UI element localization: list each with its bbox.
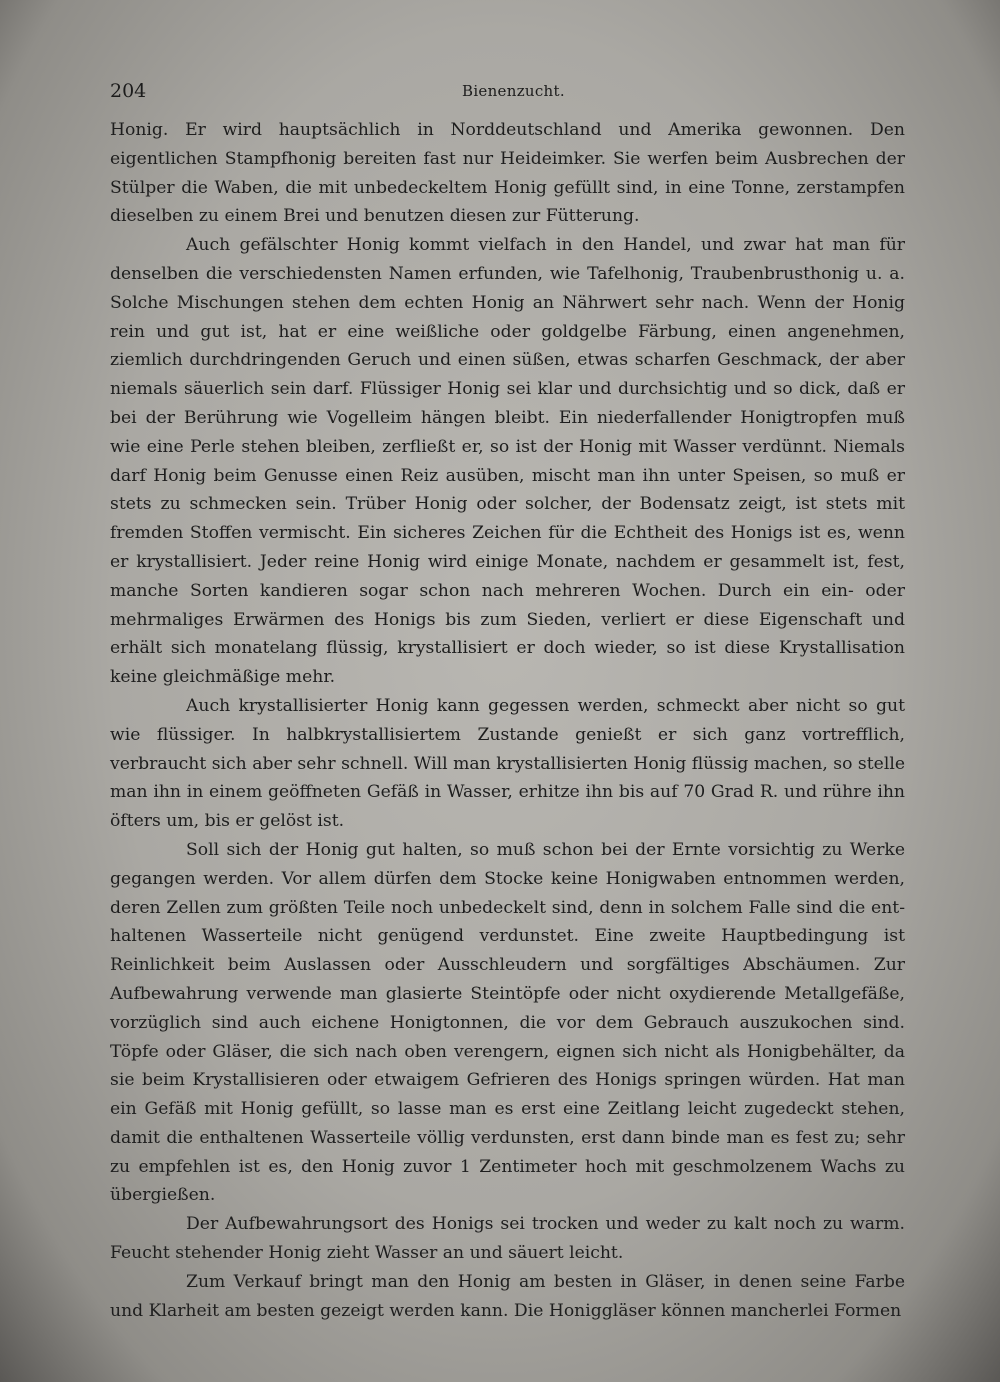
- paragraph-continuation: Honig. Er wird hauptsächlich in Norddeutschland und Amerika gewonnen. Den eigentlichen Stampfhonig bereiten fast nur Heideimker. Sie werfen beim Ausbrechen der Stülper die Waben, die mit unbedeckeltem Honig gefüllt sind, in eine Tonne, zerstampfen dieselben zu einem Brei und benutzen diesen zur Fütterung.: [110, 120, 905, 227]
- paragraph-honey-storage: Soll sich der Honig gut halten, so muß schon bei der Ernte vorsichtig zu Werke gegangen werden. Vor allem dürfen dem Stocke keine Honigwaben entnommen werden, deren Zellen zum größten Teile noch unbedeckelt sind, denn in solchem Falle sind die enthaltenen Wasserteile nicht genügend verdunstet. Eine zweite Hauptbedingung ist Reinlichkeit beim Auslassen oder Ausschleudern und sorgfältiges Abschäumen. Zur Aufbewahrung verwende man glasierte Steintöpfe oder nicht oxydierende Metallgefäße, vorzüglich sind auch eichene Honigtonnen, die vor dem Gebrauch auszukochen sind. Töpfe oder Gläser, die sich nach oben verengern, eignen sich nicht als Honigbehälter, da sie beim Krystallisieren oder etwaigem Gefrieren des Honigs springen würden. Hat man ein Gefäß mit Honig gefüllt, so lasse man es erst eine Zeitlang leicht zugedeckt stehen, damit die enthaltenen Wasserteile völlig verdunsten, erst dann binde man es fest zu; sehr zu empfehlen ist es, den Honig zuvor 1 Zentimeter hoch mit geschmolzenem Wachs zu übergießen.: [110, 839, 905, 1206]
- paragraph-crystallized-honey: Auch krystallisierter Honig kann gegessen werden, schmeckt aber nicht so gut wie flüssiger. In halbkrystallisiertem Zustande genießt er sich ganz vortrefflich, verbraucht sich aber sehr schnell. Will man krystallisierten Honig flüssig machen, so stelle man ihn in einem geöffneten Gefäß in Wasser, erhitze ihn bis auf 70 Grad R. und rühre ihn öfters um, bis er gelöst ist.: [110, 695, 905, 832]
- page-number: 204: [110, 80, 147, 102]
- body-text: [110, 116, 905, 1325]
- page-header: [110, 80, 900, 110]
- running-head: Bienenzucht.: [462, 82, 565, 100]
- paragraph-storage-location: Der Aufbewahrungsort des Honigs sei trocken und weder zu kalt noch zu warm. Feucht stehender Honig zieht Wasser an und säuert leicht.: [110, 1214, 905, 1264]
- paragraph-falsified-honey: Auch gefälschter Honig kommt vielfach in den Handel, und zwar hat man für denselben die verschiedensten Namen erfunden, wie Tafelhonig, Traubenbrusthonig u. a. Solche Mischungen stehen dem echten Honig an Nährwert sehr nach. Wenn der Honig rein und gut ist, hat er eine weißliche oder goldgelbe Färbung, einen angenehmen, ziemlich durchdringenden Geruch und einen süßen, etwas scharfen Geschmack, der aber niemals säuerlich sein darf. Flüssiger Honig sei klar und durchsichtig und so dick, daß er bei der Berührung wie Vogelleim hängen bleibt. Ein niederfallender Honigtropfen muß wie eine Perle stehen bleiben, zerfließt er, so ist der Honig mit Wasser verdünnt. Niemals darf Honig beim Genusse einen Reiz ausüben, mischt man ihn unter Speisen, so muß er stets zu schmecken sein. Trüber Honig oder solcher, der Bodensatz zeigt, ist stets mit fremden Stoffen vermischt. Ein sicheres Zeichen für die Echtheit des Honigs ist es, wenn er krystallisiert. Jeder reine Honig wird einige Monate, nachdem er gesammelt ist, fest, manche Sorten kandieren sogar schon nach mehreren Wochen. Durch ein ein- oder mehrmaliges Erwärmen des Honigs bis zum Sieden, verliert er diese Eigenschaft und erhält sich monatelang flüssig, krystallisiert er doch wieder, so ist diese Krystallisation keine gleichmäßige mehr.: [110, 235, 905, 688]
- paragraph-honey-sale: Zum Verkauf bringt man den Honig am besten in Gläser, in denen seine Farbe und Klarheit am besten gezeigt werden kann. Die Honiggläser können mancherlei Formen: [110, 1271, 905, 1321]
